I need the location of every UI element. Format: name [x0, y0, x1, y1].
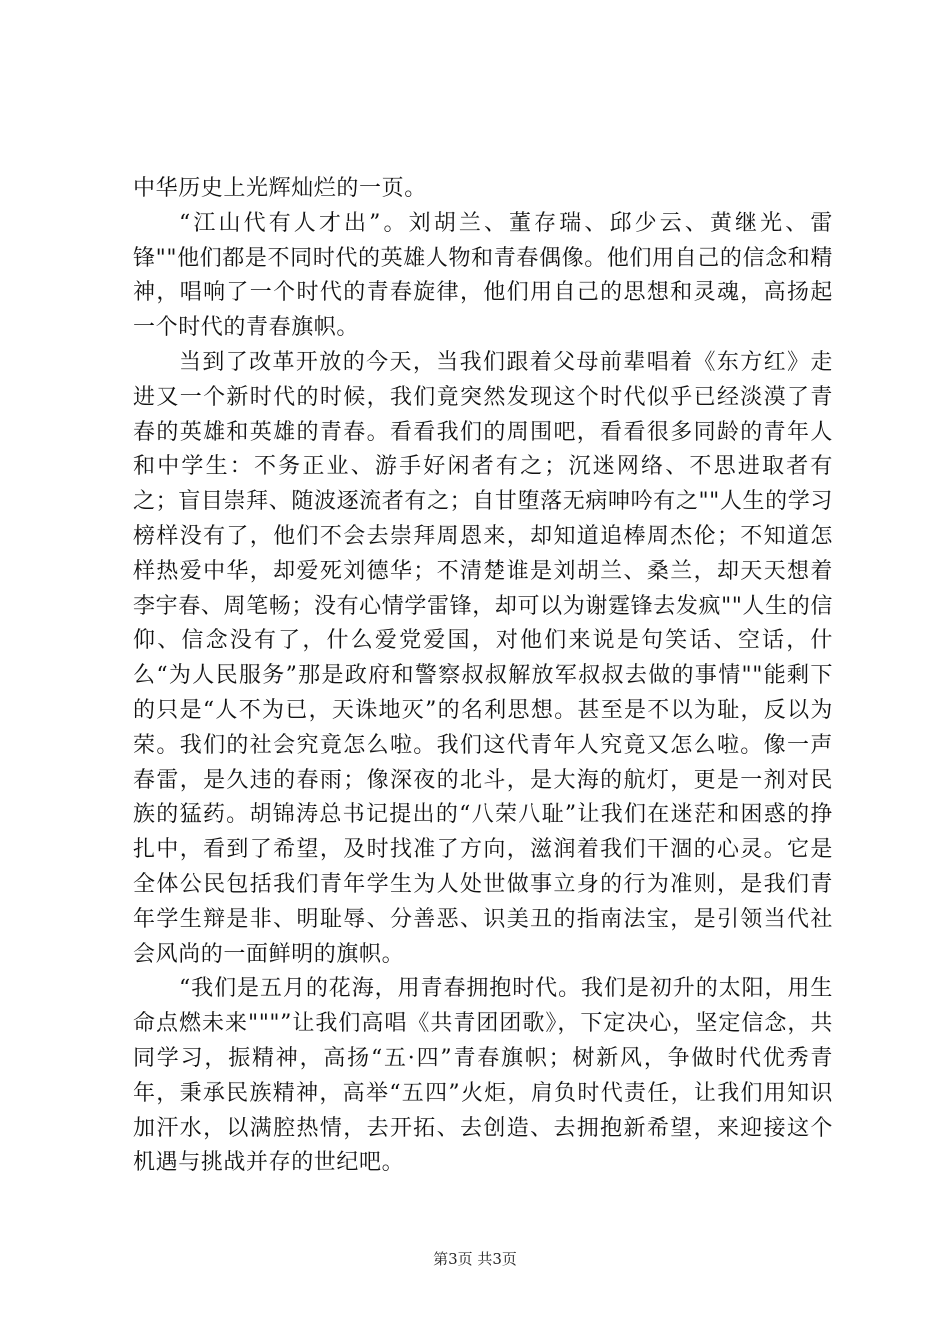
body-text	[133, 172, 833, 1181]
paragraph-heroes: “江山代有人才出”。刘胡兰、董存瑞、邱少云、黄继光、雷锋""他们都是不同时代的英雄人物和青春偶像。他们用自己的信念和精神，唱响了一个时代的青春旋律，他们用自己的思想和灵魂，高扬起一个时代的青春旗帜。	[133, 210, 833, 341]
paragraph-may-fourth: “我们是五月的花海，用青春拥抱时代。我们是初升的太阳，用生命点燃未来"""”让我们高唱《共青团团歌》，下定决心，坚定信念，共同学习，振精神，高扬“五·四”青春旗帜；树新风，争做时代优秀青年，秉承民族精神，高举“五四”火炬，肩负时代责任，让我们用知识加汗水，以满腔热情，去开拓、去创造、去拥抱新希望，来迎接这个机遇与挑战并存的世纪吧。	[133, 976, 833, 1176]
paragraph-reform-era: 当到了改革开放的今天，当我们跟着父母前辈唱着《东方红》走进又一个新时代的时候，我们竟突然发现这个时代似乎已经淡漠了青春的英雄和英雄的青春。看看我们的周围吧，看看很多同龄的青年人和中学生：不务正业、游手好闲者有之；沉迷网络、不思进取者有之；盲目崇拜、随波逐流者有之；自甘堕落无病呻吟有之""人生的学习榜样没有了，他们不会去崇拜周恩来，却知道追棒周杰伦；不知道怎样热爱中华，却爱死刘德华；不清楚谁是刘胡兰、桑兰，却天天想着李宇春、周笔畅；没有心情学雷锋，却可以为谢霆锋去发疯""人生的信仰、信念没有了，什么爱党爱国，对他们来说是句笑话、空话，什么“为人民服务”那是政府和警察叔叔解放军叔叔去做的事情""能剩下的只是“人不为已，天诛地灭”的名利思想。甚至是不以为耻，反以为荣。我们的社会究竟怎么啦。我们这代青年人究竟又怎么啦。像一声春雷，是久违的春雨；像深夜的北斗，是大海的航灯，更是一剂对民族的猛药。胡锦涛总书记提出的“八荣八耻”让我们在迷茫和困惑的挣扎中，看到了希望，及时找准了方向，滋润着我们干涸的心灵。它是全体公民包括我们青年学生为人处世做事立身的行为准则，是我们青年学生辩是非、明耻辱、分善恶、识美丑的指南法宝，是引领当代社会风尚的一面鲜明的旗帜。	[133, 349, 833, 967]
paragraph-continuation: 中华历史上光辉灿烂的一页。	[133, 176, 427, 201]
page-footer: 第3页 共3页	[433, 1250, 517, 1268]
